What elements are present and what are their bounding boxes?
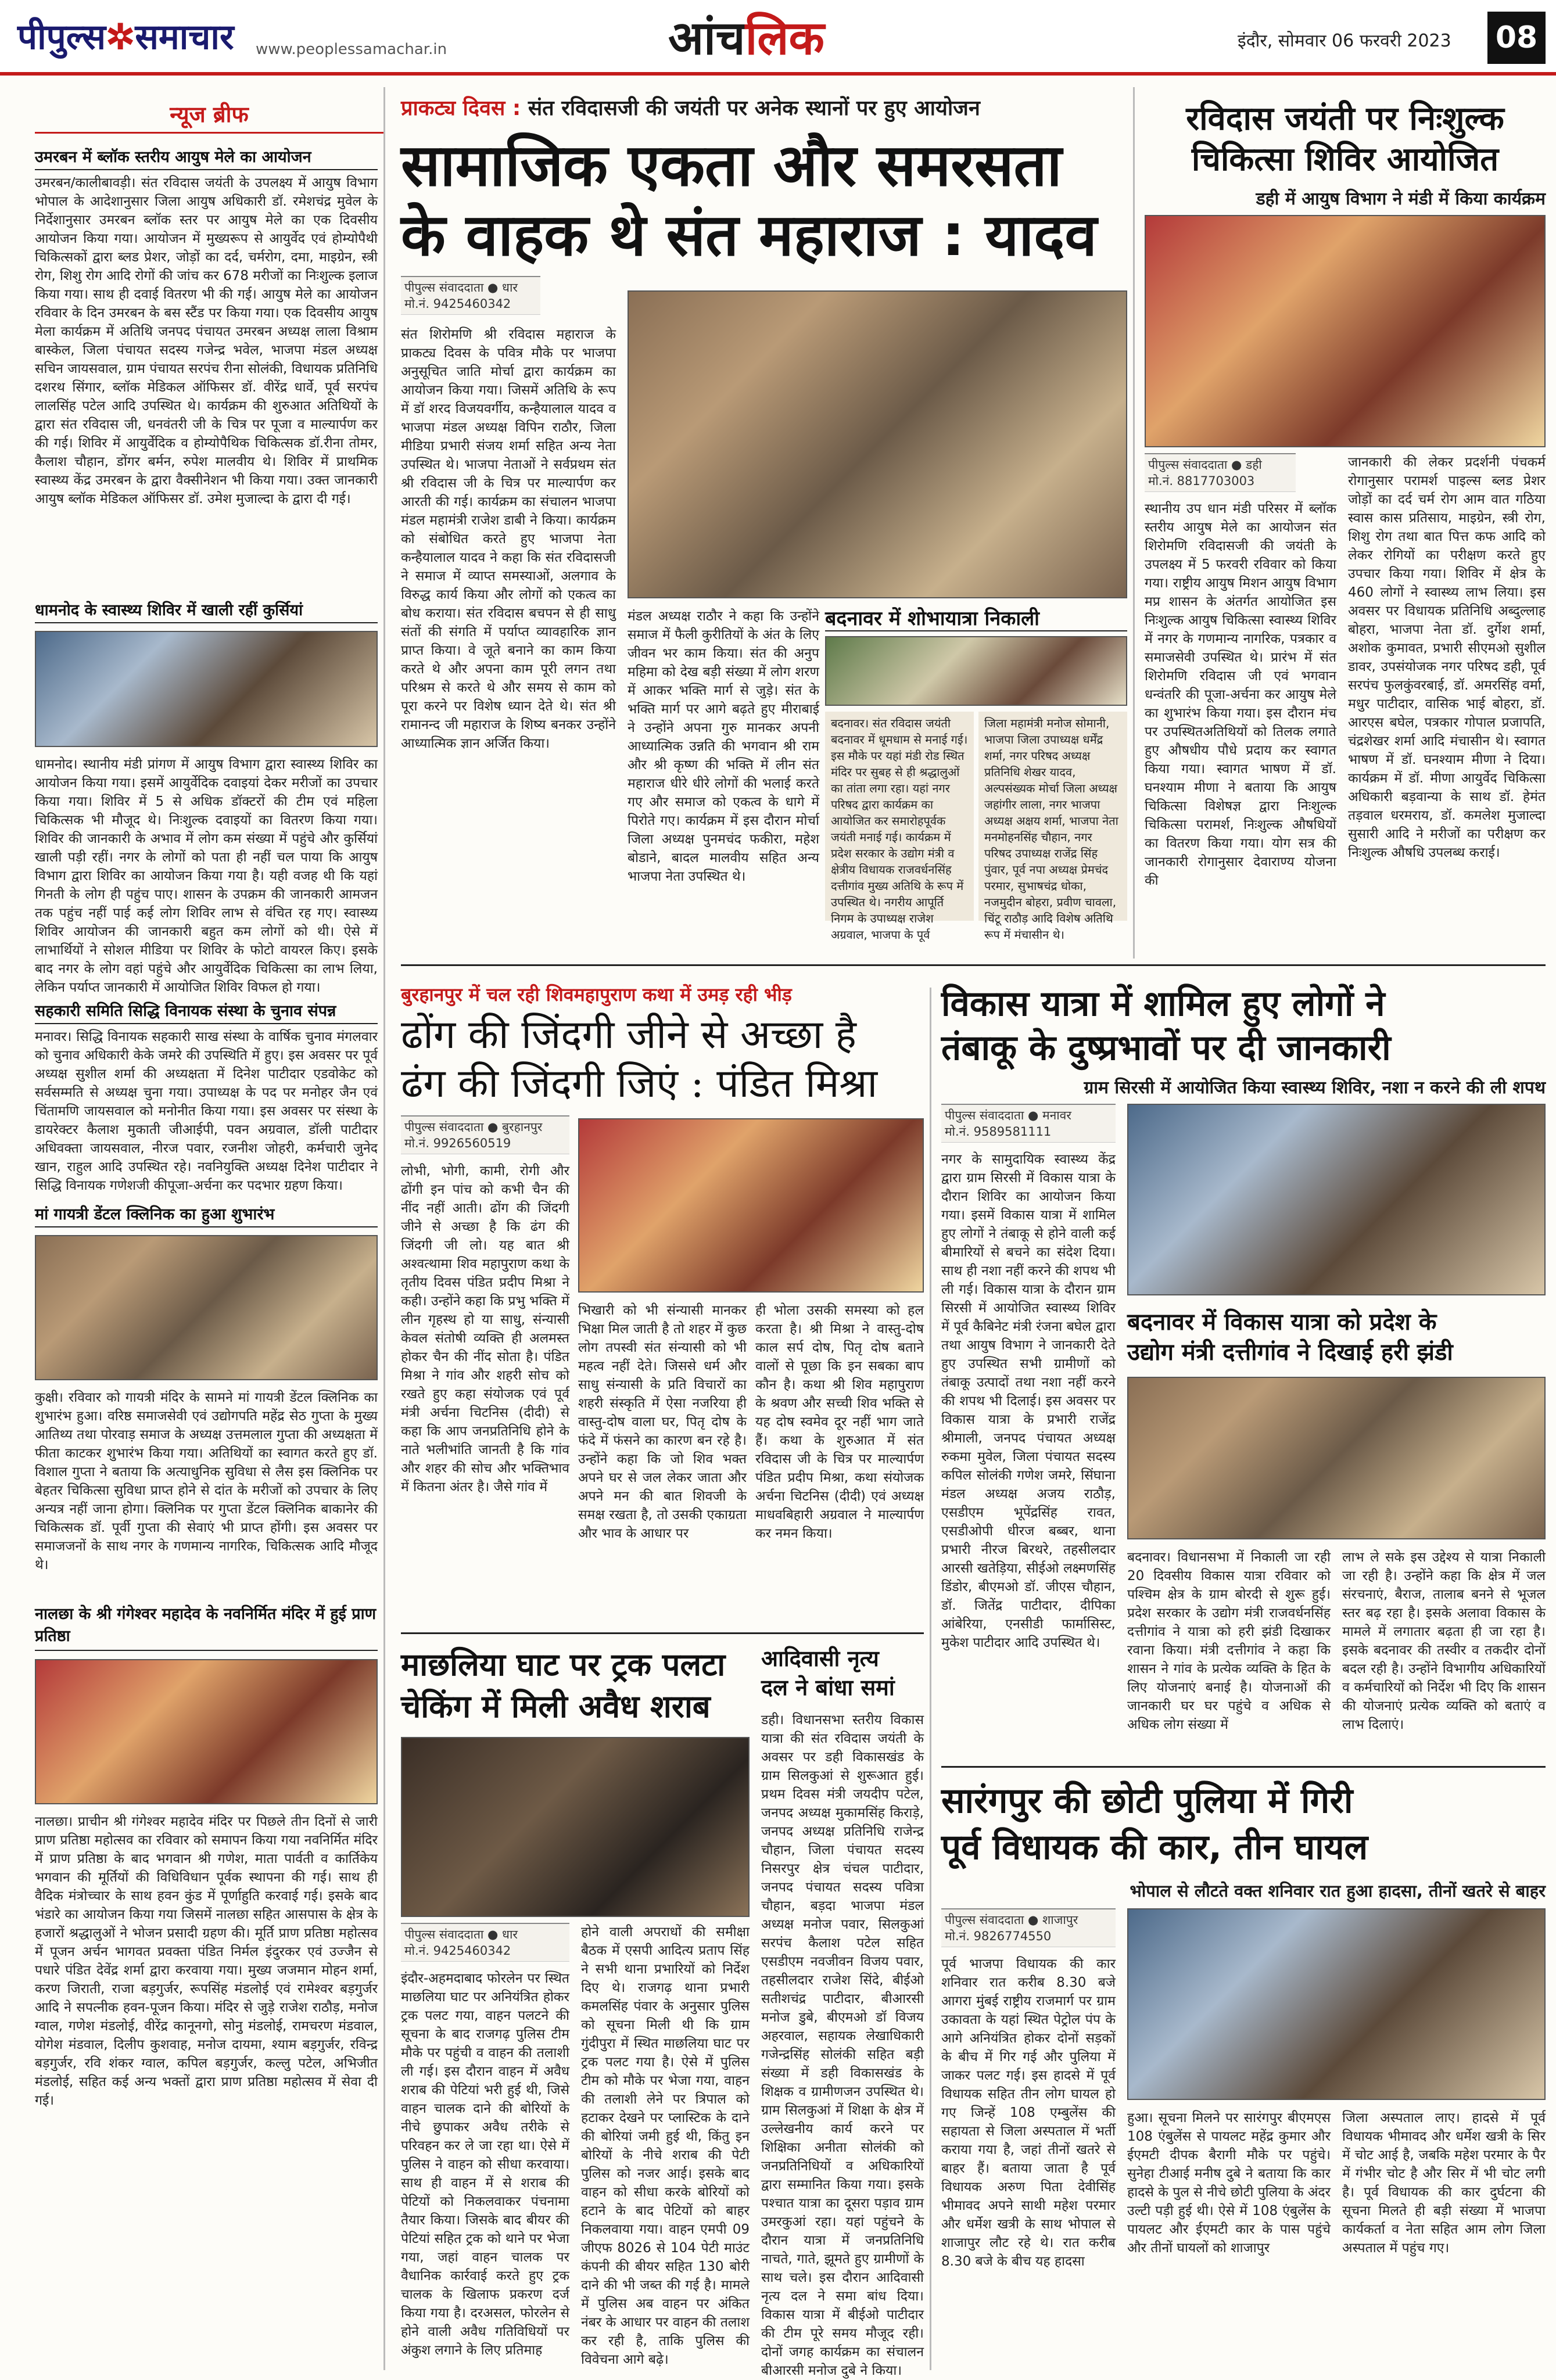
health-camp-photo (1145, 215, 1546, 447)
accident-text: हुआ। सूचना मिलने पर सारंगपुर बीएमएस 108 एंबुलेंस से पायलट महेंद्र कुमार और ईएमटी दीपक बैरागी मौके पर पहुंचे। सुनेहा टीआई मनीष दुबे ने बताया कि कार हादसे के पुल से नीचे छोटी पुलिया के अंदर उल्टी पड़ी हुई थी। ऐसे में 108 एंबुलेंस के पायलट और ईएमटी कार के पास पहुंचे और तीनों घायलों को शाजापुर (1127, 2110, 1331, 2256)
truck-headline: माछलिया घाट पर ट्रक पलटा चेकिंग में मिली अवैध शराब (401, 1646, 726, 1725)
accident-text: जिला अस्पताल लाए। हादसे में पूर्व विधायक भीमावद और धर्मेश खत्री के सिर में चोट आई है, जबकि महेश परमार के पैर में गंभीर चोट है और सिर में भी चोट लगी है। पूर्व विधायक की कार दुर्घटना की सूचना मिलते ही बड़ी संख्या में भाजपा कार्यकर्ता व नेता सहित आम लोग जिला अस्पताल में पहुंच गए। (1342, 2110, 1546, 2256)
section-divider (401, 964, 1546, 966)
brief-text: मनावर। सिद्धि विनायक सहकारी साख संस्था के वार्षिक चुनाव मंगलवार को चुनाव अधिकारी केके जमरे की उपस्थिति में हुए। इस अवसर पर पूर्व अध्यक्ष सुशील शर्मा की अध्यक्षता में दिनेश पाटीदार एडवोकेट को सर्वसम्मति से अध्यक्ष चुना गया। उपाध्यक्ष के पद पर मनोहर जैन एवं चिंतामणि जायसवाल को मनोनीत किया गया। इस अवसर पर संस्था के डायरेक्टर कैलाश मुकाती जीआईपी, पवन अग्रवाल, डॉली पाटीदार अधिवक्ता जायसवाल, नीरज पवार, रजनीश जोहरी, कर्मचारी जुनेद खान, राहुल आदि उपस्थित रहे। नवनियुक्ति अध्यक्ष दिनेश पाटीदार ने सिद्धि विनायक गणेशजी कीपूजा-अर्चना कर पदभार ग्रहण किया। (35, 1029, 378, 1193)
news-brief-label: न्यूज ब्रीफ (35, 99, 383, 134)
vikas-subhead: ग्राम सिरसी में आयोजित किया स्वास्थ्य शिविर, नशा न करने की ली शपथ (1084, 1078, 1546, 1098)
shivpuran-photo (578, 1118, 924, 1293)
camp-text: जानकारी की लेकर प्रदर्शनी पंचकर्म रोगानुसार परामर्श पाइल्स ब्लड प्रेशर जोड़ों का दर्द चर्म रोग आम वात गठिया स्वास कास प्रतिसाय, माइग्रेन, स्त्री रोग, शिशु रोग तथा बात पित्त कफ आदि को लेकर रोगियों का परीक्षण करते हुए उपचार किया गया। शिविर में क्षेत्र के 460 लोगों ने स्वास्थ्य लाभ लिया। इस अवसर पर विधायक प्रतिनिधि अब्दुल्लाह बोहरा, भाजपा नेता डॉ. दुर्गेश शर्मा, अशोक कुमावत, प्रभारी सीएमओ सुशील डावर, उपसंयोजक नगर परिषद डही, पूर्व सरपंच फुलकुंवरबाई, डॉ. अमरसिंह वर्मा, मधुर पाटीदार, वासिक भाई बोहरा, डॉ. आरएस बघेल, पत्रकार गोपाल प्रजापति, चंद्रशेखर शर्मा आदि मंचासीन थे। स्वागत भाषण में डॉ. घनश्याम मीणा ने दिया। कार्यक्रम में डॉ. मीणा आयुर्वेद चिकित्सा अधिकारी बड़वान्या के साथ डॉ. हेमंत तड़वाल धरमराय, डॉ. कमलेश मुजाल्दा सुसारी आदि ने मरीजों का परीक्षण कर निःशुल्क औषधि उपलब्ध कराई। (1348, 455, 1546, 860)
brief-item (35, 1202, 378, 1573)
procession-photo (825, 636, 1127, 706)
brief-item (35, 1603, 378, 2108)
brief-headline: सहकारी समिति सिद्धि विनायक संस्था के चुनाव संपन्न (35, 999, 378, 1024)
section-divider (941, 1766, 1546, 1768)
vikas-byline: पीपुल्स संवाददाता ● मनावर मो.नं. 9589581111 (941, 1104, 1116, 1143)
accident-text: पूर्व भाजपा विधायक की कार शनिवार रात करीब 8.30 बजे आगरा मुंबई राष्ट्रीय राजमार्ग पर ग्राम उकावता के यहां स्थित पेट्रोल पंप के आगे अनियंत्रित होकर दोनों सड़कों के बीच में गिर गई और पुलिया में जाकर पलट गई। इस हादसे में पूर्व विधायक सहित तीन लोग घायल हो गए जिन्हें 108 एम्बुलेंस की सहायता से जिला अस्पताल में भर्ती कराया गया है, जहां तीनों खतरे से बाहर हैं। बताया जाता है पूर्व विधायक अरुण पिता देवीसिंह भीमावद अपने साथी महेश परमार और धर्मेश खत्री के साथ भोपाल से शाजापुर लौट रहे थे। रात करीब 8.30 बजे के बीच यह हादसा (941, 1957, 1116, 2269)
section-title: आंचलिक (668, 10, 824, 65)
brief-text: नालछा। प्राचीन श्री गंगेश्वर महादेव मंदिर पर पिछले तीन दिनों से जारी प्राण प्रतिष्ठा महोत्सव का रविवार को समापन किया गया नवनिर्मित मंदिर में प्राण प्रतिष्ठा के बाद भगवान श्री गणेश, माता पार्वती व कार्तिकेय भगवान की मूर्तियों की विधिविधान पूर्वक स्थापना की गई। साथ ही वैदिक मंत्रोच्चार के साथ हवन कुंड में पूर्णाहुति करवाई गई। इसके बाद भंडारे का आयोजन किया गया जिसमें नालछा सहित आसपास के क्षेत्र के हजारों श्रद्धालुओं ने भोजन प्रसादी ग्रहण की। मूर्ति प्राण प्रतिष्ठा महोत्सव में पूजन अर्चन भागवत प्रवक्ता पंडित निर्मल इंदुरकर एवं उज्जैन से पधारे पंडित देवेंद्र शर्मा द्वारा करवाया गया। मुख्य जजमान मोहन शर्मा, करण जिराती, राजा बड़गुर्जर, रूपसिंह मंडलोई एवं रामेश्वर बड़गुर्जर आदि ने सपत्नीक हवन-पूजन किया। मंदिर से जुड़े राजेश राठौड़, मनोज ग्वाल, गणेश मंडलोई, वीरेंद्र कानूनगो, सोनु मंडलोई, रामचरण मंडवाल, योगेश मंडवाल, दिलीप कुशवाह, मनोज दायमा, श्याम बड़गुर्जर, रविन्द्र बड़गुर्जर, रवि शंकर ग्वाल, कपिल बड़गुर्जर, कल्लु पटेल, अभिजीत मंडलोई, सहित कई अन्य भक्तों द्वारा प्राण प्रतिष्ठा महोत्सव में सेवा दी गई। (35, 1814, 378, 2108)
brief-text: कुक्षी। रविवार को गायत्री मंदिर के सामने मां गायत्री डेंटल क्लिनिक का शुभारंभ हुआ। वरिष्ठ समाजसेवी एवं उद्योगपति महेंद्र सेठ गुप्ता के मुख्य आतिथ्य तथा पोरवाड़ समाज के अध्यक्ष उत्तमलाल गुप्ता की अध्यक्षता में फीता काटकर शुभारंभ किया गया। अतिथियों का स्वागत करते हुए डॉ. विशाल गुप्ता ने बताया कि अत्याधुनिक सुविधा से लैस इस क्लिनिक पर बेहतर चिकित्सा सुविधा प्राप्त होने से दांत के मरीजों को उपचार के लिए अन्यत्र नहीं जाना होगा। क्लिनिक पर गुप्ता डेंटल क्लिनिक बाकानेर की चिकित्सक डॉ. पूर्वी गुप्ता की सेवाएं भी प्राप्त होंगी। इस अवसर पर समाजजनों के साथ नगर के गणमान्य नागरिक, चिकित्सक आदि मौजूद थे। (35, 1390, 378, 1573)
lead-text: मंडल अध्यक्ष राठौर ने कहा कि उन्होंने समाज में फैली कुरीतियों के अंत के लिए जीवन भर काम किया। संत की अनुप महिमा को देख बड़ी संख्या में लोग शरण में आकर भक्ति मार्ग से जुड़े। संत के भक्ति मार्ग पर आगे बढ़ते हुए मीराबाई ने उन्होंने अपना गुरु मानकर अपनी आध्यात्मिक उन्नति की भगवान श्री राम और श्री कृष्ण की भक्ति में लीन संत महाराज धीरे धीरे लोगों की भलाई करते गए और समाज को एकत्व के धागे में पिरोते गए। कार्यक्रम में इस दौरान मोर्चा जिला अध्यक्ष पुनमचंद फकीरा, महेश बोडाने, बादल मालवीय सहित अन्य भाजपा नेता उपस्थित थे। (628, 609, 819, 884)
procession-caption: बदनावर। संत रविदास जयंती बदनावर में धूमधाम से मनाई गई। इस मौके पर यहां मंडी रोड स्थित मंदिर पर सुबह से ही श्रद्धालुओं का तांता लगा रहा। यहां नगर परिषद द्वारा कार्यक्रम का आयोजित कर समारोहपूर्वक जयंती मनाई गई। कार्यक्रम में प्रदेश सरकार के उद्योग मंत्री व क्षेत्रीय विधायक राजवर्धनसिंह दत्तीगांव मुख्य अतिथि के रूप में उपस्थित थे। नगरीय आपूर्ति निगम के उपाध्यक्ष राजेश अग्रवाल, भाजपा के पूर्व (825, 712, 974, 921)
shivpuran-text: ही भोला उसकी समस्या को हल करता है। श्री मिश्रा ने वास्तु-दोष काल सर्प दोष, पितृ दोष बताने वालों से पूछा कि इन सबका बाप कौन है। कथा श्री शिव महापुराण के श्रवण और सच्ची शिव भक्ति से यह दोष स्वमेव दूर नहीं भाग जाते हैं। कथा के शुरुआत में संत रविदास जी के चित्र पर माल्यार्पण पंडित प्रदीप मिश्रा, कथा संयोजक अर्चना चिटनिस (दीदी) एवं अध्यक्ष माधवबिहारी अग्रवाल ने माल्यार्पण कर नमन किया। (755, 1303, 924, 1541)
brief-headline: मां गायत्री डेंटल क्लिनिक का हुआ शुभारंभ (35, 1202, 378, 1227)
tribal-headline: आदिवासी नृत्य दल ने बांधा समां (761, 1646, 895, 1700)
oath-ceremony-photo (1127, 1104, 1546, 1295)
lead-byline: पीपुल्स संवाददाता ● धार मो.नं. 9425460342 (401, 276, 540, 315)
column-divider (383, 87, 385, 2370)
vikas-text: नगर के सामुदायिक स्वास्थ्य केंद्र द्वारा ग्राम सिरसी में विकास यात्रा के दौरान शिविर का आयोजन किया गया। इसमें विकास यात्रा में शामिल हुए लोगों ने तंबाकू से होने वाली कई बीमारियों से बचने का संदेश दिया। साथ ही नशा नहीं करने की शपथ भी ली गई। विकास यात्रा के दौरान ग्राम सिरसी में आयोजित स्वास्थ्य शिविर में पूर्व कैबिनेट मंत्री रंजना बघेल द्वारा तथा आयुष विभाग ने जानकारी देते हुए उपस्थित सभी ग्रामीणों को तंबाकू उत्पादों तथा नशा नहीं करने की शपथ भी दिलाई। इस अवसर पर विकास यात्रा के प्रभारी राजेंद्र श्रीमाली, जनपद पंचायत अध्यक्ष रुकमा मुवेल, जिला पंचायत सदस्य कपिल सोलंकी गणेश जमरे, सिंघाना मंडल अध्यक्ष अजय राठौड़, एसडीएम भूपेंद्रसिंह रावत, एसडीओपी धीरज बब्बर, थाना प्रभारी नीरज बिरथरे, तहसीलदार आरसी खतेड़िया, सीईओ लक्ष्मणसिंह डिंडोर, बीएमओ डॉ. जीएस चौहान, डॉ. जितेंद्र पाटीदार, दीपिका आंबेरिया, एनसीडी फार्मासिस्ट, मुकेश पाटीदार आदि उपस्थित थे। (941, 1152, 1116, 1650)
shivpuran-headline: ढोंग की जिंदगी जीने से अच्छा है ढंग की जिंदगी जिएं : पंडित मिश्रा (401, 1012, 878, 1107)
brief-headline: उमरबन में ब्लॉक स्तरीय आयुष मेले का आयोजन (35, 145, 378, 170)
masthead (0, 0, 1556, 76)
newspaper-logo: पीपुल्स✲समाचार (17, 17, 234, 58)
shivpuran-text: भिखारी को भी संन्यासी मानकर भिक्षा मिल जाती है तो शहर में कुछ लोग तपस्वी संत संन्यासी को भी महत्व नहीं देते। जिससे धर्म और साधु संन्यासी के प्रति विचारों का शहरी संस्कृति में ऐसा नजरिया ही वास्तु-दोष वाला घर, पितृ दोष के फंदे में फंसने का कारण बन रहे है। उन्होंने कहा कि जो शिव भक्त अपने घर से जल लेकर जाता और अपने मन की बात शिवजी के समक्ष रखता है, तो उसकी एकाग्रता और भाव के आधार पर (578, 1303, 747, 1541)
yatra-flagoff-photo (1127, 1377, 1546, 1539)
section-divider (401, 1632, 924, 1634)
column-divider (1133, 87, 1135, 959)
lead-text: संत शिरोमणि श्री रविदास महाराज के प्राकट्य दिवस के पवित्र मौके पर भाजपा अनुसूचित जाति मोर्चा द्वारा कार्यक्रम का आयोजन किया गया। जिसमें अतिथि के रूप में डॉ शरद विजयवर्गीय, कन्हैयालाल यादव व भाजपा मंडल अध्यक्ष विपिन राठौर, जिला मीडिया प्रभारी संजय शर्मा सहित अन्य नेता उपस्थित थे। भाजपा नेताओं ने सर्वप्रथम संत श्री रविदास जी के चित्र पर माल्यार्पण कर आरती की गई। कार्यक्रम का संचालन भाजपा मंडल महामंत्री राजेश डाबी ने किया। कार्यक्रम को संबोधित करते हुए भाजपा नेता कन्हैयालाल यादव ने कहा कि संत रविदासजी ने समाज में व्याप्त समस्याओं, अलगाव के विरुद्ध कार्य किया और लोगों को एकत्व का बोध कराया। संत रविदास बचपन से ही साधु संतों की संगति में पर्याप्त व्यावहारिक ज्ञान प्राप्त किया। वे जूते बनाने का काम किया करते थे और अपना काम पूरी लगन तथा परिश्रम से करते थे और समय से काम को पूरा करने पर विशेष ध्यान देते थे। संत श्री रामानन्द जी महाराज के शिष्य बनकर उन्होंने आध्यात्मिक ज्ञान अर्जित किया। (401, 327, 616, 751)
brief-headline: धामनोद के स्वास्थ्य शिविर में खाली रहीं कुर्सियां (35, 598, 378, 623)
procession-caption: जिला महामंत्री मनोज सोमानी, भाजपा जिला उपाध्यक्ष धर्मेंद्र शर्मा, नगर परिषद अध्यक्ष प्रतिनिधि शेखर यादव, अल्पसंख्यक मोर्चा जिला अध्यक्ष जहांगीर लाला, नगर भाजपा अध्यक्ष अक्षय शर्मा, भाजपा नेता मनमोहनसिंह चौहान, नगर परिषद उपाध्यक्ष राजेंद्र सिंह पुंवार, पूर्व नपा अध्यक्ष प्रेमचंद परमार, सुभाषचंद्र धोका, नजमुदीन बोहरा, प्रवीण चावला, चिंटू राठौड़ आदि विशेष अतिथि रूप में मंचासीन थे। (978, 712, 1127, 921)
brief-headline: नालछा के श्री गंगेश्वर महादेव के नवनिर्मित मंदिर में हुई प्राण प्रतिष्ठा (35, 1603, 378, 1651)
accident-headline: सारंगपुर की छोटी पुलिया में गिरी पूर्व विधायक की कार, तीन घायल (941, 1780, 1368, 1868)
shivpuran-kicker: बुरहानपुर में चल रही शिवमहापुराण कथा में उमड़ रही भीड़ (401, 983, 792, 1006)
camp-byline: पीपुल्स संवाददाता ● डही मो.नं. 8817703003 (1145, 453, 1296, 492)
brief-item (35, 999, 378, 1202)
camp-text: स्थानीय उप धान मंडी परिसर में ब्लॉक स्तरीय आयुष मेले का आयोजन संत शिरोमणि रविदासजी की जयंती के उपलक्ष्य में 5 फरवरी रविवार को किया गया। राष्ट्रीय आयुष मिशन आयुष विभाग मप्र शासन के अंतर्गत आयोजित इस निःशुल्क आयुष चिकित्सा स्वास्थ्य शिविर में नगर के गणमान्य नागरिक, पत्रकार व समाजसेवी उपस्थित थे। प्रारंभ में संत शिरोमणि रविदास जी एवं भगवान धन्वंतरि की पूजा-अर्चना कर आयुष मेले का शुभारंभ किया गया। इस दौरान मंच पर उपस्थितअतिथियों को तिलक लगाते हुए औषधीय पौधे प्रदाय कर स्वागत किया गया। स्वागत भाषण में डॉ. घनश्याम मीणा ने बताया कि आयुष चिकित्सा विशेषज्ञ द्वारा निःशुल्क चिकित्सा परामर्श, निःशुल्क औषधियों का वितरण किया गया। योग सत्र की जानकारी रोगानुसार देवाराण्य योजना की (1145, 501, 1336, 888)
brief-item (35, 145, 378, 604)
camp-subhead: डही में आयुष विभाग ने मंडी में किया कार्यक्रम (1256, 189, 1546, 209)
dattigaon-headline: बदनावर में विकास यात्रा को प्रदेश के उद्योग मंत्री दत्तीगांव ने दिखाई हरी झंडी (1127, 1309, 1453, 1366)
brief-text: उमरबन/कालीबावड़ी। संत रविदास जयंती के उपलक्ष्य में आयुष विभाग भोपाल के आदेशानुसार जिला आयुष अधिकारी डॉ. रमेशचंद्र मुवेल के निर्देशानुसार उमरबन ब्लॉक स्तर पर आयुष मेले का एक दिवसीय आयोजन किया गया। आयोजन में मुख्यरूप से आयुर्वेद एवं होम्योपैथी चिकित्सकों द्वारा ब्लड प्रेशर, जोड़ों का दर्द, चर्मरोग, दमा, माइग्रेन, स्त्री रोग, शिशु रोग आदि रोगों की जांच कर 678 मरीजों का निःशुल्क इलाज किया गया। साथ ही दवाई वितरण भी की गई। आयुष मेले का आयोजन रविवार के दिन उमरबन के बस स्टैंड पर किया गया। एक दिवसीय आयुष मेला कार्यक्रम में अतिथि जनपद पंचायत उमरबन अध्यक्ष लाला विश्राम बास्केल, जिला पंचायत सदस्य गजेन्द्र भवेल, भाजपा मंडल अध्यक्ष सचिन जायसवाल, ग्राम पंचायत सरपंच रीना सोलंकी, विधायक प्रतिनिधि दशरथ सिंगार, ब्लॉक मेडिकल ऑफिसर डॉ. वीरेंद्र धार्वे, पूर्व सरपंच लालसिंह पटेल आदि उपस्थित थे। कार्यक्रम की शुरुआत अतिथियों के द्वारा संत रविदास जी, धनवंतरी जी के चित्र पर पूजा व माल्यार्पण कर की गई। शिविर में आयुर्वेदिक व होम्योपैथिक चिकित्सक डॉ.रीना तोमर, कैलाश चौहान, डोंगर बर्मन, रुपेश मालवीय थे। शिविर में प्राथमिक स्वास्थ्य केंद्र उमरबन के द्वारा वैक्सीनेशन भी किया गया। उक्त जानकारी आयुष ब्लॉक मेडिकल ऑफिसर डॉ. उमेश मुजाल्दा के द्वारा दी गई। (35, 175, 378, 507)
dental-clinic-photo (35, 1235, 378, 1380)
dattigaon-text: बदनावर। विधानसभा में निकाली जा रही 20 दिवसीय विकास यात्रा रविवार को पश्चिम क्षेत्र के ग्राम बोरदी से शुरू हुई। प्रदेश सरकार के उद्योग मंत्री राजवर्धनसिंह दत्तीगांव ने यात्रा को हरी झंडी दिखाकर रवाना किया। मंत्री दत्तीगांव ने कहा कि शासन ने गांव के प्रत्येक व्यक्ति के हित के लिए योजनाएं बनाई है। योजनाओं की जानकारी घर घर पहुंचे व अधिक से अधिक लोग संख्या में (1127, 1550, 1331, 1732)
truck-text: होने वाली अपराधों की समीक्षा बैठक में एसपी आदित्य प्रताप सिंह ने सभी थाना प्रभारियों को निर्देश दिए थे। राजगढ़ थाना प्रभारी कमलसिंह पंवार के अनुसार पुलिस को सूचना मिली थी कि ग्राम गुंदीपुरा में स्थित माछलिया घाट पर ट्रक पलट गया है। ऐसे में पुलिस टीम को मौके पर भेजा गया, वाहन की तलाशी लेने पर त्रिपाल को हटाकर देखने पर प्लास्टिक के दाने की बोरियां जमी हुई थी, किंतु इन बोरियों के नीचे शराब की पेटी पुलिस को नजर आई। इसके बाद वाहन को सीधा करके बोरियों को हटाने के बाद पेटियों को बाहर निकलवाया गया। वाहन एमपी 09 जीएफ 8026 से 104 पेटी माउंट कंपनी की बीयर सहित 130 बोरी दाने की भी जब्त की गई है। मामले में पुलिस अब वाहन पर अंकित नंबर के आधार पर वाहन की तलाश कर रही है, ताकि पुलिस की विवेचना आगे बढ़े। (581, 1925, 750, 2367)
vikas-headline: विकास यात्रा में शामिल हुए लोगों ने तंबाकू के दुष्प्रभावों पर दी जानकारी (941, 983, 1391, 1068)
lead-headline: सामाजिक एकता और समरसता के वाहक थे संत महाराज : यादव (401, 131, 1097, 269)
camp-headline: रविदास जयंती पर निःशुल्क चिकित्सा शिविर आयोजित (1186, 100, 1504, 178)
tribal-text: डही। विधानसभा स्तरीय विकास यात्रा की संत रविदास जयंती के अवसर पर डही विकासखंड के ग्राम सिलकुआं से शुरूआत हुई। प्रथम दिवस मंत्री जयदीप पटेल, जनपद अध्यक्ष मुकामसिंह किराड़े, जनपद अध्यक्ष प्रतिनिधि राजेन्द्र चौहान, जिला पंचायत सदस्य निसरपुर क्षेत्र चंचल पाटीदार, जनपद पंचायत सदस्य पवित्रा चौहान, बड़दा भाजपा मंडल अध्यक्ष मनोज पवार, सिलकुआं सरपंच कैलाश पटेल सहित एसडीएम नवजीवन विजय पवार, तहसीलदार राजेश सिंदे, बीईओ सतीशचंद्र पाटीदार, बीआरसी मनोज डुबे, बीएमओ डॉ विजय अहरवाल, सहायक लेखाधिकारी गजेन्द्रसिंह सोलंकी सहित बड़ी संख्या में डही विकासखंड के शिक्षक व ग्रामीणजन उपस्थित थे। ग्राम सिलकुआं में शिक्षा के क्षेत्र में उल्लेखनीय कार्य करने पर शिक्षिका अनीता सोलंकी को जनप्रतिनिधियों व अधिकारियों द्वारा सम्मानित किया गया। इसके पश्चात यात्रा का दूसरा पड़ाव ग्राम उमरकुआं रहा। यहां पहुंचने के दौरान यात्रा में जनप्रतिनिधि नाचते, गाते, झूमते हुए ग्रामीणों के साथ चले। इस दौरान आदिवासी नृत्य दल ने समा बांध दिया। विकास यात्रा में बीईओ पाटीदार की टीम पूरे समय मौजूद रही। दोनों जगह कार्यक्रम का संचालन बीआरसी मनोज दुबे ने किया। (761, 1713, 924, 2378)
dateline: इंदौर, सोमवार 06 फरवरी 2023 (1238, 31, 1451, 51)
accident-byline: पीपुल्स संवाददाता ● शाजापुर मो.नं. 9826774550 (941, 1908, 1116, 1947)
column-divider (930, 988, 931, 2370)
overturned-truck-photo (401, 1737, 750, 1917)
shivpuran-byline: पीपुल्स संवाददाता ● बुरहानपुर मो.नं. 9926560519 (401, 1115, 569, 1154)
procession-headline: बदनावर में शोभायात्रा निकाली (825, 607, 1127, 631)
truck-byline: पीपुल्स संवाददाता ● धार मो.नं. 9425460342 (401, 1923, 569, 1962)
brief-text: धामनोद। स्थानीय मंडी प्रांगण में आयुष विभाग द्वारा स्वास्थ्य शिविर का आयोजन किया गया। इसमें आयुर्वेदिक दवाइयां देकर मरीजों का उपचार किया गया। शिविर में 5 से अधिक डॉक्टरों की टीम एवं महिला चिकित्सक भी मौजूद थे। निःशुल्क दवाइयों का वितरण किया गया। शिविर की जानकारी के अभाव में लोग कम संख्या में पहुंचे और कुर्सियां खाली पड़ी रहीं। नगर के लोगों को पता ही नहीं चल पाया कि आयुष विभाग द्वारा शिविर का आयोजन किया गया है। यही वजह थी कि यहां गिनती के लोग ही पहुंच पाए। शासन के उपक्रम की जानकारी आमजन तक पहुंच नहीं पाई कई लोग शिविर लाभ से वंचित रह गए। स्वास्थ्य शिविर आयोजन की जानकारी बहुत कम लोगों को थी। ऐसे में लाभार्थियों ने सोशल मीडिया पर शिविर के फोटो वायरल किए। इसके बाद नगर के लोग वहां पहुंचे और आयुर्वेदिक चिकित्सा का लाभ लिया, लेकिन पर्याप्त जानकारी में आयोजित शिविर विफल हो गया। (35, 757, 378, 995)
brief-item (35, 598, 378, 995)
lead-kicker: प्राकट्य दिवस : संत रविदासजी की जयंती पर अनेक स्थानों पर हुए आयोजन (401, 96, 980, 120)
shivpuran-text: लोभी, भोगी, कामी, रोगी और ढोंगी इन पांच को कभी चैन की नींद नहीं आती। ढोंग की जिंदगी जीने से अच्छा है कि ढंग की जिंदगी जी लो। यह बात श्री अश्वत्थामा शिव महापुराण कथा के तृतीय दिवस पंडित प्रदीप मिश्रा ने कही। उन्होंने कहा कि प्रभु भक्ति में लीन गृहस्थ हो या साधु, संन्यासी केवल संतोषी व्यक्ति ही अलमस्त होकर चैन की नींद सोता है। पंडित मिश्रा ने गांव और शहरी सोच को रखते हुए कहा संयोजक एवं पूर्व मंत्री अर्चना चिटनिस (दीदी) से कहा कि आप जनप्रतिनिधि होने के नाते भलीभांति जानती है कि गांव और शहर की सोच और भक्तिभाव में कितना अंतर है। जैसे गांव में (401, 1164, 569, 1495)
truck-text: इंदौर-अहमदाबाद फोरलेन पर स्थित माछलिया घाट पर अनियंत्रित होकर ट्रक पलट गया, वाहन पलटने की सूचना के बाद राजगढ़ पुलिस टीम मौके पर पहुंची व वाहन की तलाशी ली गई। इस दौरान वाहन में अवैध शराब की पेटियां भरी हुई थी, जिसे वाहन चालक दाने की बोरियों के नीचे छुपाकर अवैध तरीके से परिवहन कर ले जा रहा था। ऐसे में पुलिस ने वाहन को सीधा करवाया। साथ ही वाहन में से शराब की पेटियों को निकलवाकर पंचनामा तैयार किया। जिसके बाद बीयर की पेटियां सहित ट्रक को थाने पर भेजा गया, जहां वाहन चालक पर वैधानिक कार्रवाई करते हुए ट्रक चालक के खिलाफ प्रकरण दर्ज किया गया है। दरअसल, फोरलेन से होने वाली अवैध गतिविधियों पर अंकुश लगाने के लिए प्रतिमाह (401, 1971, 569, 2358)
temple-ceremony-photo (35, 1659, 378, 1804)
page-number: 08 (1487, 12, 1546, 64)
dattigaon-text: लाभ ले सके इस उद्देश्य से यात्रा निकाली जा रही है। उन्होंने कहा कि क्षेत्र में जल संरचनाएं, बैराज, तालाब बनने से भूजल स्तर बढ़ रहा है। इसके अलावा विकास के मामले में लगातार बढ़ता ही जा रहा है। इसके बदनावर की तस्वीर व तकदीर दोनों बदल रही है। उन्होंने विभागीय अधिकारियों व कर्मचारियों को निर्देश भी दिए कि शासन की योजनाएं प्रत्येक व्यक्ति को बताएं व लाभ दिलाएं। (1342, 1550, 1546, 1732)
ravidas-jayanti-photo (628, 290, 1127, 598)
hospital-photo (1127, 1908, 1546, 2100)
accident-subhead: भोपाल से लौटते वक्त शनिवार रात हुआ हादसा, तीनों खतरे से बाहर (1130, 1881, 1546, 1901)
camp-chairs-photo (35, 631, 378, 747)
website-url: www.peoplessamachar.in (256, 41, 447, 58)
